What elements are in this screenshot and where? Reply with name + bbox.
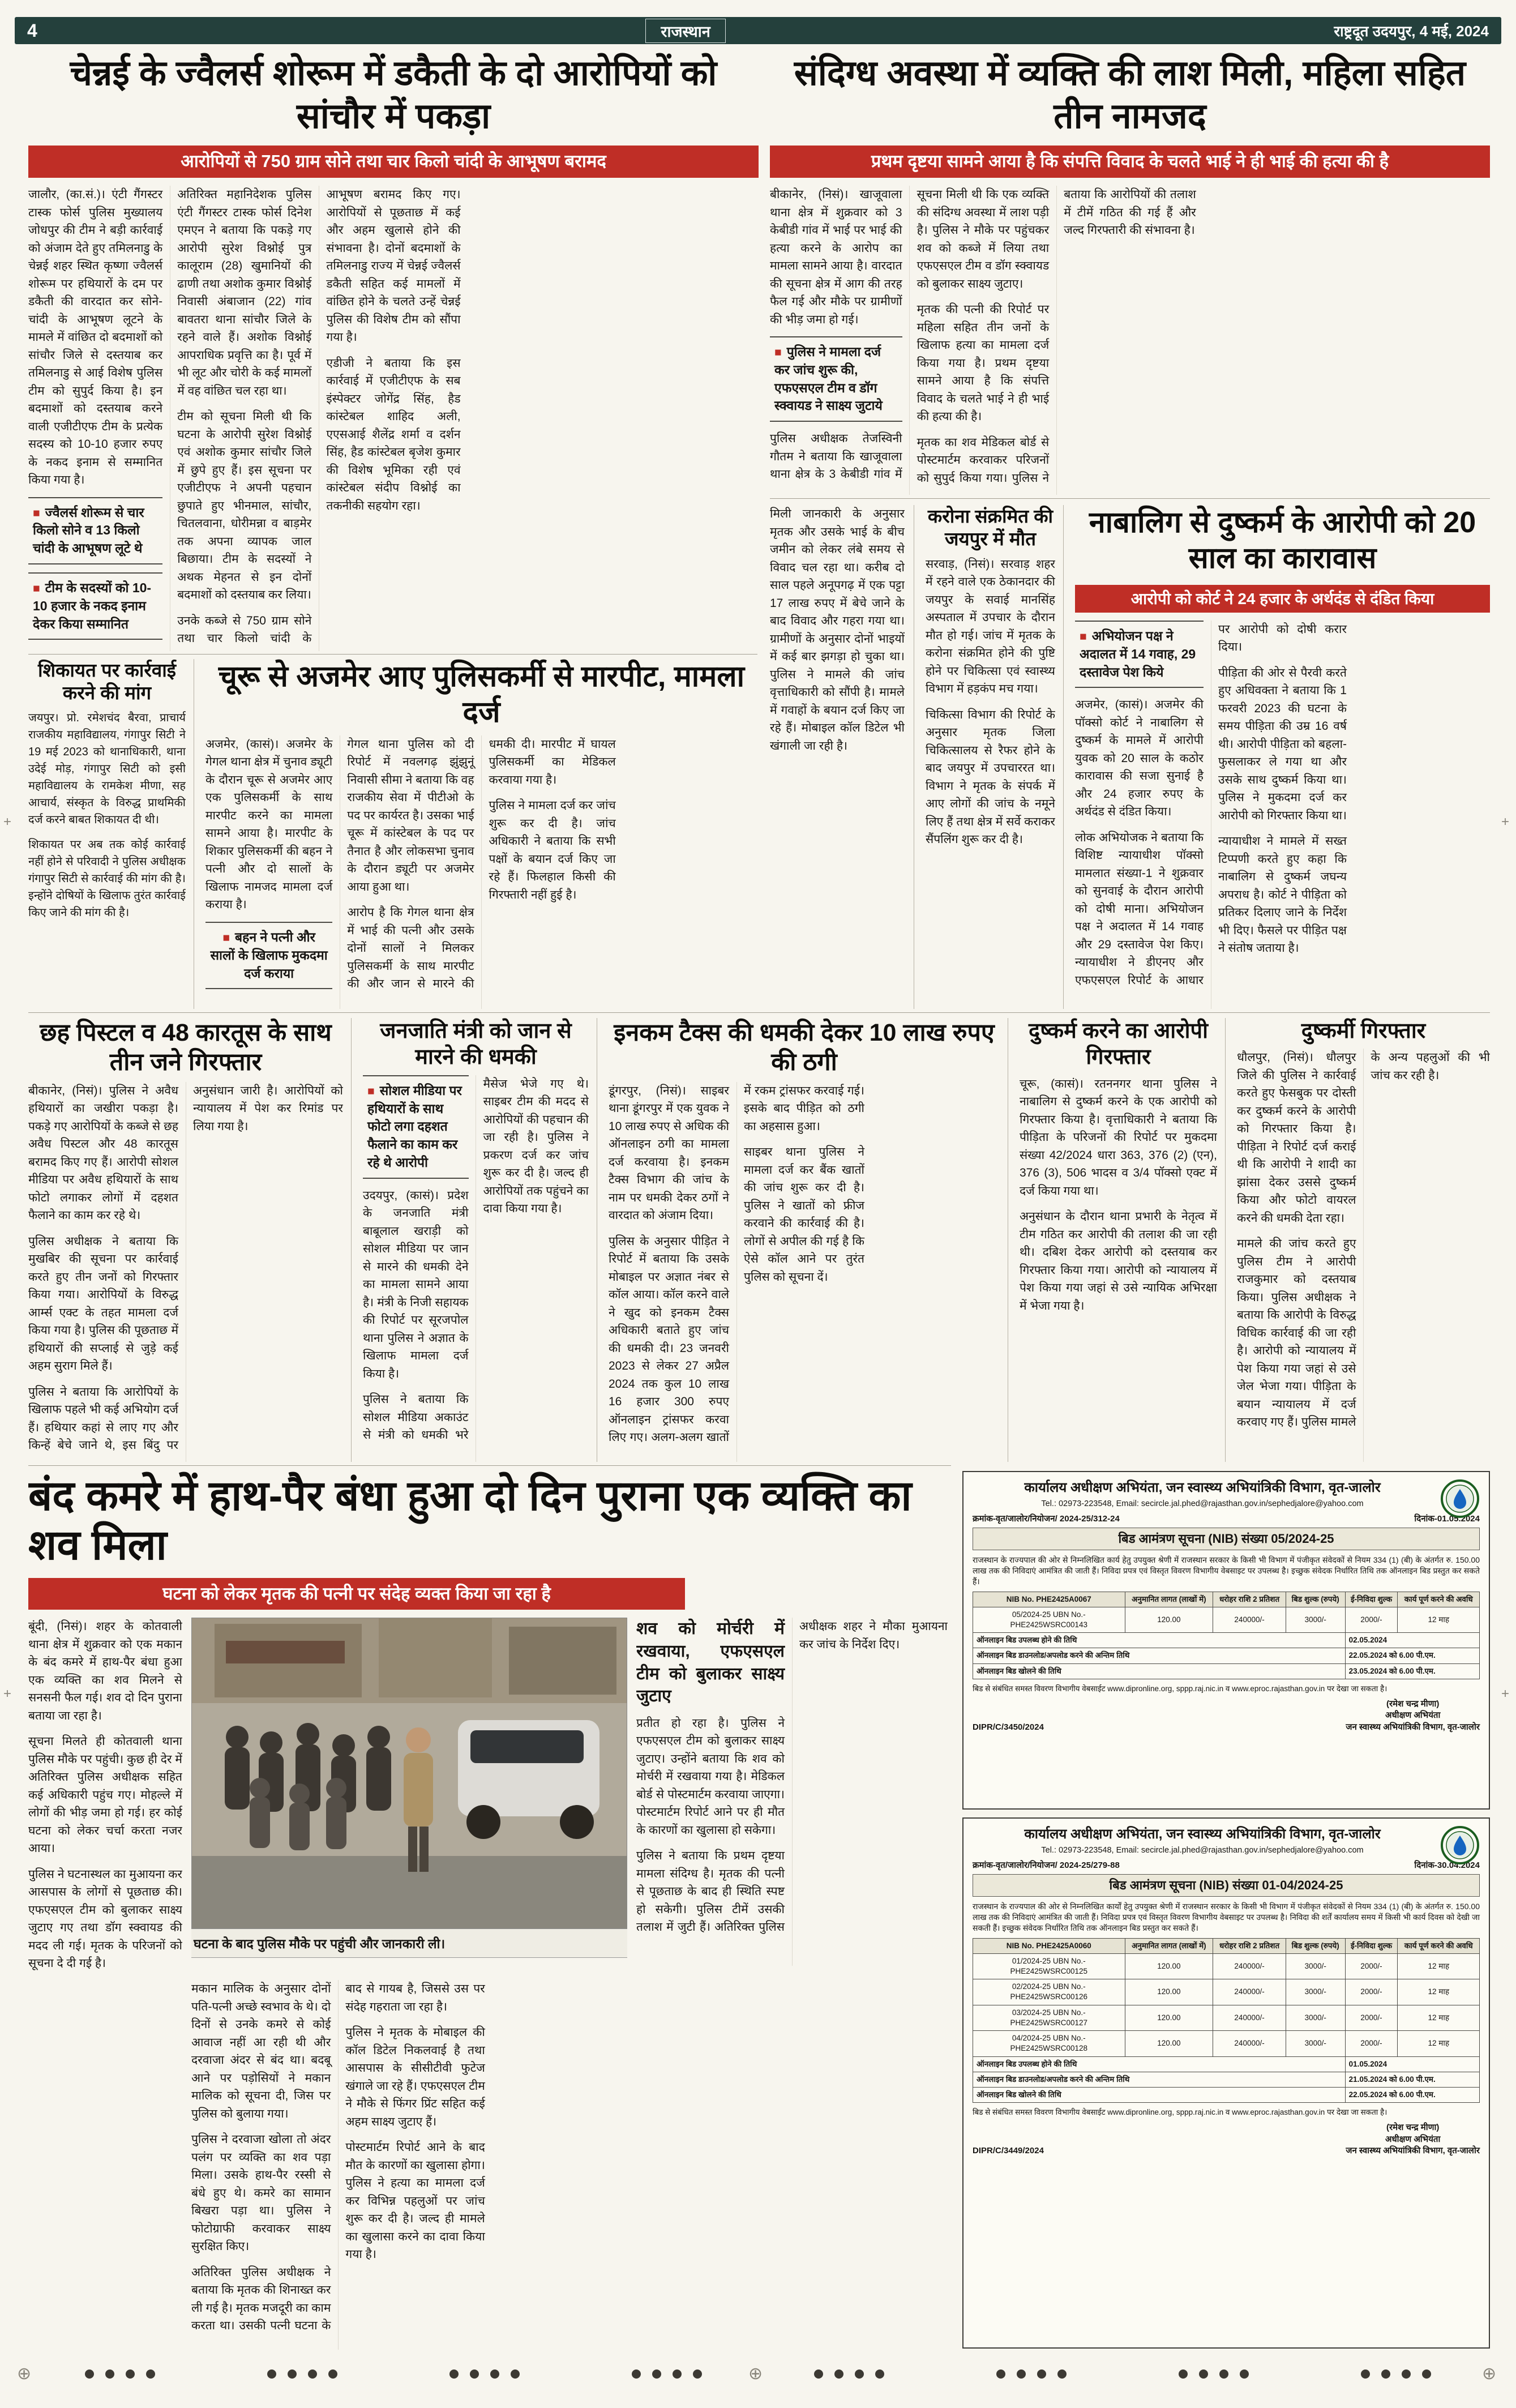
bullet-square-icon: ■ <box>367 1084 375 1098</box>
divider <box>770 498 1490 499</box>
paragraph: लोक अभियोजक ने बताया कि विशिष्ट न्यायाधीश पॉक्सो मामलात संख्या-1 ने शुक्रवार को सुनवाई के दौरान आरोपी को दोषी माना। अभियोजन पक्ष ने अदालत में 14 गवाह और 29 दस्तावेज पेश किए। न्यायाधीश ने डीएनए और एफएसएल रिपोर्ट के आधार पर आरोपी को दोषी करार दिया। <box>1075 622 1347 987</box>
tender-date-row: ऑनलाइन बिड उपलब्ध होने की तिथि 01.05.2024 <box>973 2056 1480 2072</box>
headline: शिकायत पर कार्रवाई करने की मांग <box>38 660 176 704</box>
tender-date-row: ऑनलाइन बिड डाउनलोड/अपलोड करने की अन्तिम तिथि 21.05.2024 को 6.00 पी.एम. <box>973 2072 1480 2087</box>
article-pistols-seized <box>28 1018 343 1462</box>
paragraph: पुलिस ने बताया कि आरोपियों के खिलाफ पहले भी कई अभियोग दर्ज हैं। हथियार कहां से लाए गए और किन्हें बेचे जाने थे, इस बिंदु पर अनुसंधान जारी है। आरोपियों को न्यायालय में पेश कर रिमांड पर लिया गया है। <box>28 1084 343 1452</box>
sub-headline: शव को मोर्चरी में रखवाया, एफएसएल टीम को बुलाकर साक्ष्य जुटाए <box>636 1619 785 1706</box>
headline: चेन्नई के ज्वैलर्स शोरूम में डकैती के दो आरोपियों को सांचौर में पकड़ा <box>70 54 717 136</box>
paragraph: पुलिस ने घटनास्थल का मुआयना कर आसपास के लोगों से पूछताछ की। एफएसएल टीम को बुलाकर साक्ष्य जुटाए गए तथा डॉग स्क्वायड की मदद ली गई। मृतक के परिजनों को सूचना दे दी गई है। <box>28 1867 182 1970</box>
paragraph: पुलिस ने मामला दर्ज कर जांच शुरू कर दी है। जांच अधिकारी ने बताया कि सभी पक्षों के बयान दर्ज किए जा रहे हैं। फिलहाल किसी की गिरफ्तारी नहीं हुई है। <box>489 799 616 901</box>
col-bid-fee: बिड शुल्क (रुपये) <box>1286 1938 1345 1953</box>
edition-date: राष्ट्रदूत उदयपुर, 4 मई, 2024 <box>1334 23 1489 40</box>
article-body-bottom-columns <box>191 1980 948 2350</box>
col-period: कार्य पूर्ण करने की अवधि <box>1398 1938 1480 1953</box>
crop-mark: ⊕ <box>748 2364 763 2383</box>
paragraph: उदयपुर, (कासं)। प्रदेश के जनजाति मंत्री बाबूलाल खराड़ी को सोशल मीडिया पर जान से मारने की धमकी देने का मामला सामने आया है। मंत्री के निजी सहायक की रिपोर्ट पर सूरजपोल थाना पुलिस ने अज्ञात के खिलाफ मामला दर्ज किया है। <box>363 1188 469 1380</box>
paragraph: पुलिस अधीक्षक ने बताया कि मुखबिर की सूचना पर कार्रवाई करते हुए तीन जनों को गिरफ्तार किया गया। आरोपियों के विरुद्ध आर्म्स एक्ट के तहत मामला दर्ज किया गया है। पुलिस की पूछताछ में हथियारों की सप्लाई से जुड़े कई अहम सुराग मिले हैं। <box>28 1234 178 1373</box>
col-cost: अनुमानित लागत (लाखों में) <box>1125 1938 1213 1953</box>
paragraph: बूंदी, (निसं)। शहर के कोतवाली थाना क्षेत्र में शुक्रवार को एक मकान के बंद कमरे में हाथ-पैर बंधा हुआ एक व्यक्ति का शव मिलने से सनसनी फैल गई। शव दो दिन पुराना बताया जा रहा है। <box>28 1620 182 1722</box>
paragraph: पुलिस ने मृतक के मोबाइल की कॉल डिटेल निकलवाई है तथा आसपास के सीसीटीवी फुटेज खंगाले जा रहे हैं। एफएसएल टीम ने मौके से फिंगर प्रिंट सहित कई अहम साक्ष्य जुटाए हैं। <box>345 2026 485 2128</box>
article-body <box>770 186 1490 495</box>
paragraph: टीम को सूचना मिली थी कि घटना के आरोपी सुरेश विश्नोई एवं अशोक कुमार सांचौर जिले में छुपे हुए हैं। इस सूचना पर एजीटीएफ ने अपनी पहचान छुपाते हुए भीनमाल, सांचौर, चितलवाना, धोरीमन्ना व बाड़मेर तक अपना व्यापक जाल बिछाया। टीम के सदस्यों ने अथक मेहनत से इन दोनों बदमाशों को दस्तयाब कर लिया। <box>177 410 312 601</box>
article-body-right-columns <box>636 1618 948 1966</box>
headline: चूरू से अजमेर आए पुलिसकर्मी से मारपीट, मामला दर्ज <box>218 660 745 729</box>
paragraph: अतिरिक्त पुलिस अधीक्षक ने बताया कि मृतक की शिनाख्त कर ली गई है। मृतक मजदूरी का काम करता था। उसकी पत्नी घटना के बाद से गायब है, जिससे उस पर संदेह गहराता जा रहा है। <box>191 1982 485 2333</box>
headline: इनकम टैक्स की धमकी देकर 10 लाख रुपए की ठगी <box>614 1019 995 1076</box>
paragraph: अतिरिक्त महानिदेशक पुलिस एंटी गैंगस्टर टास्क फोर्स दिनेश एमएन ने बताया कि पकड़े गए आरोपी सुरेश विश्नोई पुत्र कालूराम (28) खुमानियों की ढाणी तथा अशोक कुमार विश्नोई निवासी अंबाजान (22) गांव बावतरा थाना सांचौर जिले के रहने वाले हैं। अशोक विश्नोई आपराधिक प्रवृत्ति का है। पूर्व में भी लूट और चोरी के कई मामलों में वह वांछित चल रहा था। <box>177 188 312 397</box>
paragraph: अनुसंधान के दौरान थाना प्रभारी के नेतृत्व में टीम गठित कर आरोपी की तलाश की जा रही थी। दबिश देकर आरोपी को दस्तयाब कर गिरफ्तार किया गया। आरोपी को न्यायालय में पेश किया गया जहां से उसे न्यायिक अभिरक्षा में भेजा गया है। <box>1020 1210 1217 1312</box>
headline: करोना संक्रमित की जयपुर में मौत <box>927 506 1054 550</box>
callout <box>28 572 162 640</box>
paragraph: पोस्टमार्टम रिपोर्ट आने के बाद मौत के कारणों का खुलासा होगा। पुलिस ने हत्या का मामला दर्ज कर विभिन्न पहलुओं पर जांच शुरू कर दी है। जल्द ही मामले का खुलासा करने का दावा किया गया है। <box>345 2141 485 2261</box>
article-minor-rape-verdict <box>1063 505 1490 1009</box>
article-body <box>1020 1075 1217 1462</box>
paragraph: पुलिस अधीक्षक तेजस्विनी गौतम ने बताया कि खाजूवाला थाना क्षेत्र के 3 केबीडी गांव में सूचना मिली थी कि एक व्यक्ति की संदिग्ध अवस्था में लाश पड़ी है। पुलिस ने मौके पर पहुंचकर शव को कब्जे में लिया तथा एफएसएल टीम व डॉग स्क्वायड को बुलाकर साक्ष्य जुटाए। <box>770 188 1050 481</box>
dipr-number: DIPR/C/3449/2024 <box>973 2145 1044 2155</box>
headline: दुष्कर्म करने का आरोपी गिरफ्तार <box>1029 1019 1208 1070</box>
bullet-square-icon: ■ <box>1080 630 1087 643</box>
article-rape-accused-arrested <box>1008 1018 1217 1462</box>
crop-mark: ⊕ <box>1482 2364 1497 2383</box>
article-body <box>28 1082 343 1462</box>
col-nib: NIB No. PHE2425A0060 <box>973 1938 1125 1953</box>
callout <box>205 922 332 989</box>
callout-text: ज्वैलर्स शोरूम से चार किलो सोने व 13 किलो चांदी के आभूषण लूटे थे <box>33 504 144 556</box>
article-churu-policeman-beaten <box>194 659 757 1009</box>
paragraph: न्यायाधीश ने मामले में सख्त टिप्पणी करते हुए कहा कि नाबालिग से दुष्कर्म जघन्य अपराध है। कोर्ट ने पीड़िता को प्रतिकर दिलाए जाने के निर्देश भी दिए। फैसले पर पीड़ित पक्ष ने संतोष जताया है। <box>1218 835 1347 955</box>
article-body <box>1237 1049 1490 1462</box>
office-name: कार्यालय अधीक्षण अभियंता, जन स्वास्थ्य अभियांत्रिकी विभाग, वृत-जालोर <box>1024 1480 1381 1495</box>
article-complaint-demand <box>28 659 186 1009</box>
paragraph: बीकानेर, (निसं)। खाजूवाला थाना क्षेत्र में शुक्रवार को 3 केबीडी गांव में भाई पर भाई की हत्या करने के आरोप का मामला सामने आया है। वारदात की सूचना क्षेत्र में आग की तरह फैल गई और मौके पर ग्रामीणों की भीड़ जमा हो गई। <box>770 188 902 326</box>
headline: दुष्कर्मी गिरफ्तार <box>1301 1019 1426 1043</box>
col-bid-fee: बिड शुल्क (रुपये) <box>1286 1592 1345 1607</box>
signatory-block <box>1346 2122 1480 2157</box>
paragraph: एडीजी ने बताया कि इस कार्रवाई में एजीटीएफ के सब इंस्पेक्टर जोगेंद्र सिंह, हैड कांस्टेबल शाहिद अली, एएसआई शैलेंद्र शर्मा व दर्शन सिंह, हैड कांस्टेबल बृजेश कुमार की विशेष भूमिका रही एवं कांस्टेबल संदीप विश्नोई का तकनीकी सहयोग रहा। <box>326 356 461 512</box>
divider <box>28 654 757 655</box>
tender-date: दिनांक-01.05.2024 <box>1414 1513 1480 1524</box>
callout <box>770 336 902 422</box>
phed-logo <box>1440 1825 1480 1865</box>
tender-ref-row <box>973 1860 1480 1871</box>
tender-notice-1 <box>962 1471 1490 1810</box>
article-suspicious-death-continued <box>770 505 905 1009</box>
article-body <box>770 505 905 1009</box>
bullet-square-icon: ■ <box>774 346 782 359</box>
article-corona-death <box>914 505 1055 1009</box>
crop-mark: + <box>1501 1686 1510 1701</box>
tender-intro: राजस्थान के राज्यपाल की ओर से निम्नलिखित कार्यों हेतु उपयुक्त श्रेणी में राजस्थान सरकार के किसी भी विभाग में पंजीकृत संवेदकों से नियम 334 (1) (बी) के अंतर्गत रु. 150.00 लाख तक की निविदाएं आमंत्रित की जाती हैं। निविदा प्रपत्र एवं विस्तृत विवरण विभागीय वेबसाइट पर उपलब्ध है। निविदा की शर्तें कार्यालय समय में किसी भी कार्य दिवस को देखी जा सकती हैं। इच्छुक संवेदक निर्धारित तिथि तक ऑनलाइन बिड प्रस्तुत कर सकते हैं। <box>973 1901 1480 1932</box>
paragraph: पुलिस के अनुसार पीड़ित ने रिपोर्ट में बताया कि उसके मोबाइल पर अज्ञात नंबर से कॉल आया। कॉल करने वाले ने खुद को इनकम टैक्स अधिकारी बताते हुए जांच की धमकी दी। 23 जनवरी 2023 से लेकर 27 अप्रैल 2024 तक कुल 10 लाख 16 हजार 300 रुपए ऑनलाइन ट्रांसफर करवा लिए गए। अलग-अलग खातों में रकम ट्रांसफर करवाई गई। इसके बाद पीड़ित को ठगी का अहसास हुआ। <box>609 1084 864 1444</box>
article-jewellers-robbery <box>28 52 759 651</box>
col-emd: धरोहर राशि 2 प्रतिशत <box>1213 1592 1286 1607</box>
article-body-left-column <box>28 1618 182 2350</box>
paragraph: शिकायत पर अब तक कोई कार्रवाई नहीं होने से परिवादी ने पुलिस अधीक्षक गंगापुर सिटी से कार्रवाई की मांग की है। इन्होंने दोषियों के खिलाफ तुरंत कार्रवाई किए जाने की मांग की है। <box>28 838 186 919</box>
page-number: 4 <box>27 20 37 41</box>
article-body <box>28 709 186 1010</box>
tender-table <box>973 1592 1480 1679</box>
headline: छह पिस्टल व 48 कारतूस के साथ तीन जने गिरफ्तार <box>40 1019 332 1076</box>
tender-title: बिड आमंत्रण सूचना (NIB) संख्या 05/2024-25 <box>973 1528 1480 1550</box>
article-body <box>363 1075 589 1462</box>
col-emd: धरोहर राशि 2 प्रतिशत <box>1213 1938 1286 1953</box>
tender-table-row: 03/2024-25 UBN No.- PHE2425WSRC00127 120.00 240000/- 3000/- 2000/- 12 माह <box>973 2005 1480 2030</box>
paragraph: गेगल थाना पुलिस को दी रिपोर्ट में नवलगढ़ झुंझुनूं निवासी सीमा ने बताया कि वह राजकीय सेवा में पीटीओ के पद पर कार्यरत है। उसका भाई चूरू में कांस्टेबल के पद पर तैनात है और लोकसभा चुनाव के दौरान ड्यूटी पर अजमेर आया हुआ था। <box>347 737 474 893</box>
tender-notice-2 <box>962 1817 1490 2349</box>
callout-text: सोशल मीडिया पर हथियारों के साथ फोटो लगा दहशत फैलाने का काम कर रहे थे आरोपी <box>367 1083 462 1170</box>
crop-mark: ⊕ <box>17 2364 32 2383</box>
tender-ref-row <box>973 1513 1480 1525</box>
tender-header <box>973 1825 1480 1857</box>
article-body <box>205 735 757 1009</box>
callout <box>28 497 162 564</box>
tender-table-row: 04/2024-25 UBN No.- PHE2425WSRC00128 120.00 240000/- 3000/- 2000/- 12 माह <box>973 2031 1480 2056</box>
crop-mark: + <box>1501 814 1510 829</box>
tender-date-row: ऑनलाइन बिड खोलने की तिथि 22.05.2024 को 6.00 पी.एम. <box>973 2087 1480 2102</box>
article-layout <box>28 1618 948 2350</box>
tender-header <box>973 1479 1480 1510</box>
signatory-name: (रमेश चन्द्र मीणा) <box>1386 2123 1440 2133</box>
tender-date-row: ऑनलाइन बिड उपलब्ध होने की तिथि 02.05.2024 <box>973 1633 1480 1648</box>
bullet-square-icon: ■ <box>33 581 40 595</box>
headline: संदिग्ध अवस्था में व्यक्ति की लाश मिली, महिला सहित तीन नामजद <box>794 54 1466 136</box>
paragraph: अजमेर, (कासं)। अजमेर के गेगल थाना क्षेत्र में चुनाव ड्यूटी के दौरान चूरू से अजमेर आए एक पुलिसकर्मी के साथ मारपीट करने का मामला सामने आया है। मारपीट के शिकार पुलिसकर्मी की बहन ने पत्नी और दो सालों के खिलाफ नामजद मामला दर्ज कराया है। <box>205 737 333 912</box>
tender-table <box>973 1938 1480 2103</box>
tender-sign-row <box>973 2122 1480 2157</box>
paragraph: प्रतीत हो रहा है। पुलिस ने एफएसएल टीम को बुलाकर साक्ष्य जुटाए। उन्होंने बताया कि शव को मोर्चरी में रखवाया गया है। मेडिकल बोर्ड से पोस्टमार्टम करवाया जाएगा। पोस्टमार्टम रिपोर्ट आने पर ही मौत के कारणों का खुलासा हो सकेगा। <box>636 1716 785 1837</box>
signatory-name: (रमेश चन्द्र मीणा) <box>1386 1699 1440 1709</box>
bullet-square-icon: ■ <box>222 931 230 944</box>
col-efee: ई-निविदा शुल्क <box>1345 1592 1398 1607</box>
divider <box>28 1465 951 1466</box>
article-body <box>926 555 1055 1010</box>
tender-ref: क्रमांक-वृत/जालोर/नियोजन/ 2024-25/279-88 <box>973 1860 1120 1870</box>
tender-table-row: 05/2024-25 UBN No.- PHE2425WSRC00143 120.00 240000/- 3000/- 2000/- 12 माह <box>973 1607 1480 1632</box>
article-body <box>609 1082 1000 1462</box>
news-photo-figure <box>191 1618 627 1958</box>
tender-note: बिड से संबंधित समस्त विवरण विभागीय वेबसाईट www.dipronline.org, sppp.raj.nic.in व www.eproc.rajasthan.gov.in पर देखा जा सकता है। <box>973 2108 1387 2117</box>
article-body <box>1075 621 1490 1009</box>
tender-table-row: 02/2024-25 UBN No.- PHE2425WSRC00126 120.00 240000/- 3000/- 2000/- 12 माह <box>973 1979 1480 2005</box>
col-cost: अनुमानित लागत (लाखों में) <box>1125 1592 1213 1607</box>
tender-date: दिनांक-30.04.2024 <box>1414 1860 1480 1870</box>
paragraph: आरोप है कि गेगल थाना क्षेत्र में भाई की पत्नी और उसके दोनों सालों ने मिलकर पुलिसकर्मी के साथ मारपीट की और जान से मारने की धमकी दी। मारपीट में घायल पुलिसकर्मी का मेडिकल करवाया गया है। <box>347 737 616 991</box>
divider <box>28 1012 1490 1013</box>
signatory-block <box>1346 1699 1480 1733</box>
article-income-tax-fraud <box>597 1018 1000 1462</box>
paragraph: अजमेर, (कासं)। अजमेर की पॉक्सो कोर्ट ने नाबालिग से दुष्कर्म के मामले में आरोपी युवक को 20 साल के कठोर कारावास की सजा सुनाई है और 24 हजार रुपए के अर्थदंड से दंडित किया। <box>1075 698 1204 819</box>
paragraph: चिकित्सा विभाग की रिपोर्ट के अनुसार मृतक जिला चिकित्सालय से रैफर होने के बाद जयपुर में उपचाररत था। विभाग ने मृतक के संपर्क में आए लोगों की जांच के नमूने लिए हैं तथा क्षेत्र में सर्वे कराकर सैंपलिंग शुरू कर दी है। <box>926 708 1055 846</box>
col-period: कार्य पूर्ण करने की अवधि <box>1398 1592 1480 1607</box>
headline: बंद कमरे में हाथ-पैर बंधा हुआ दो दिन पुराना एक व्यक्ति का शव मिला <box>28 1472 912 1569</box>
office-contact: Tel.: 02973-223548, Email: secircle.jal.phed@rajasthan.gov.in/sephedjalore@yahoo.com <box>1041 1499 1364 1509</box>
subhead-bar: घटना को लेकर मृतक की पत्नी पर संदेह व्यक्त किया जा रहा है <box>28 1578 685 1610</box>
article-rapist-arrested <box>1225 1018 1490 1462</box>
tender-sign-row <box>973 1699 1480 1733</box>
article-body-found <box>28 1471 948 2350</box>
paragraph: मृतक का शव मेडिकल बोर्ड से पोस्टमार्टम करवाकर परिजनों को सुपुर्द किया गया। पुलिस ने बताया कि आरोपियों की तलाश में टीमें गठित की गई हैं और जल्द गिरफ्तारी की संभावना है। <box>917 188 1196 485</box>
office-name: कार्यालय अधीक्षण अभियंता, जन स्वास्थ्य अभियांत्रिकी विभाग, वृत-जालोर <box>1024 1827 1381 1842</box>
paragraph: सूचना मिलते ही कोतवाली थाना पुलिस मौके पर पहुंची। कुछ ही देर में अतिरिक्त पुलिस अधीक्षक सहित कई अधिकारी पहुंच गए। मोहल्ले में लोगों की भीड़ जमा हो गई। हर कोई घटना को लेकर चर्चा करता नजर आया। <box>28 1735 182 1855</box>
headline: नाबालिग से दुष्कर्म के आरोपी को 20 साल का कारावास <box>1089 506 1476 575</box>
paragraph: बीकानेर, (निसं)। पुलिस ने अवैध हथियारों का जखीरा पकड़ा है। पकड़े गए आरोपियों के कब्जे से छह अवैध पिस्टल और 48 कारतूस बरामद किए गए हैं। आरोपी सोशल मीडिया पर अवैध हथियारों के साथ फोटो लगाकर लोगों में दहशत फैलाने का काम कर रहे थे। <box>28 1084 178 1222</box>
tender-table-row: 01/2024-25 UBN No.- PHE2425WSRC00125 120.00 240000/- 3000/- 2000/- 12 माह <box>973 1953 1480 1979</box>
tender-table-header <box>973 1592 1480 1607</box>
article-minister-threat <box>351 1018 589 1462</box>
article-suspicious-death <box>770 52 1490 495</box>
callout-text: पुलिस ने मामला दर्ज कर जांच शुरू की, एफएसएल टीम व डॉग स्क्वायड ने साक्ष्य जुटाये <box>774 344 883 413</box>
signatory-designation: अधीक्षण अभियंता <box>1385 1710 1441 1721</box>
paragraph: सरवाड़, (निसं)। सरवाड़ शहर में रहने वाले एक ठेकानदार की जयपुर के सवाई मानसिंह अस्पताल में उपचार के दौरान मौत हो गई। जांच में मृतक के करोना संक्रमित होने की पुष्टि होने पर चिकित्सा एवं स्वास्थ्य विभाग में हड़कंप मच गया। <box>926 557 1055 695</box>
tender-date-row: ऑनलाइन बिड खोलने की तिथि 23.05.2024 को 6.00 पी.एम. <box>973 1663 1480 1679</box>
tender-ref: क्रमांक-वृत/जालोर/नियोजन/ 2024-25/312-24 <box>973 1513 1120 1524</box>
news-photo <box>191 1618 627 1929</box>
paragraph: धौलपुर, (निसं)। धौलपुर जिले की पुलिस ने कार्रवाई करते हुए फेसबुक पर दोस्ती कर दुष्कर्म करने के आरोपी को गिरफ्तार किया है। पीड़िता ने रिपोर्ट दर्ज कराई थी कि आरोपी ने शादी का झांसा देकर उससे दुष्कर्म किया और फोटो वायरल करने की धमकी देता रहा। <box>1237 1051 1356 1225</box>
paragraph: मामले की जांच करते हुए पुलिस टीम ने आरोपी राजकुमार को दस्तयाब किया। पुलिस अधीक्षक ने बताया कि आरोपी के विरुद्ध विधिक कार्रवाई की जा रही है। आरोपी को न्यायालय में पेश किया गया जहां से उसे जेल भेजा गया। पीड़िता के बयान न्यायालय में दर्ज करवाए गए हैं। पुलिस मामले के अन्य पहलुओं की भी जांच कर रही है। <box>1237 1051 1490 1429</box>
paragraph: उनके कब्जे से 750 ग्राम सोने तथा चार किलो चांदी के आभूषण बरामद किए गए। आरोपियों से पूछताछ में कई और अहम खुलासे होने की संभावना है। दोनों बदमाशों के तमिलनाडु राज्य में चेन्नई ज्वैलर्स डकैती सहित कई मामलों में वांछित होने के चलते उन्हें चेन्नई पुलिस की विशेष टीम को सौंपा गया है। <box>177 188 461 645</box>
tender-date-row: ऑनलाइन बिड डाउनलोड/अपलोड करने की अन्तिम तिथि 22.05.2024 को 6.00 पी.एम. <box>973 1648 1480 1663</box>
paragraph: पीड़िता की ओर से पैरवी करते हुए अधिवक्ता ने बताया कि 1 फरवरी 2023 की घटना के समय पीड़िता की उम्र 16 वर्ष थी। आरोपी पीड़िता को बहला-फुसलाकर ले गया था और उसके साथ दुष्कर्म किया था। पुलिस ने मुकदमा दर्ज कर आरोपी को गिरफ्तार किया था। <box>1218 666 1347 822</box>
crop-mark: + <box>3 1686 12 1701</box>
tender-title: बिड आमंत्रण सूचना (NIB) संख्या 01-04/2024-25 <box>973 1874 1480 1897</box>
callout <box>1075 621 1204 688</box>
dipr-number: DIPR/C/3450/2024 <box>973 1722 1044 1732</box>
paragraph: पुलिस ने दरवाजा खोला तो अंदर पलंग पर व्यक्ति का शव पड़ा मिला। उसके हाथ-पैर रस्सी से बंधे हुए थे। कमरे का सामान बिखरा पड़ा था। पुलिस ने फोटोग्राफी करवाकर साक्ष्य सुरक्षित किए। <box>191 2133 331 2253</box>
callout-text: बहन ने पत्नी और सालों के खिलाफ मुकदमा दर्ज कराया <box>210 929 328 981</box>
paragraph: मकान मालिक के अनुसार दोनों पति-पत्नी अच्छे स्वभाव के थे। दो दिनों से उनके कमरे से कोई आवाज नहीं आ रही थी और दरवाजा अंदर से बंद था। बदबू आने पर पड़ोसियों ने मकान मालिक को सूचना दी, जिस पर पुलिस को बुलाया गया। <box>191 1982 331 2120</box>
office-contact: Tel.: 02973-223548, Email: secircle.jal.phed@rajasthan.gov.in/sephedjalore@yahoo.com <box>1041 1846 1364 1855</box>
paragraph: पुलिस ने बताया कि सोशल मीडिया अकाउंट से मंत्री को धमकी भरे मैसेज भेजे गए थे। साइबर टीम की मदद से आरोपियों की पहचान की जा रही है। पुलिस ने प्रकरण दर्ज कर जांच शुरू कर दी है। जल्द ही आरोपियों तक पहुंचने का दावा किया गया है। <box>363 1077 589 1442</box>
paragraph: डूंगरपुर, (निसं)। साइबर थाना डूंगरपुर में एक युवक ने 10 लाख रुपए से अधिक की ऑनलाइन ठगी का मामला दर्ज करवाया है। इनकम टैक्स विभाग की जांच के नाम पर धमकी देकर ठगों ने वारदात को अंजाम दिया। <box>609 1084 729 1222</box>
paragraph: मृतक की पत्नी की रिपोर्ट पर महिला सहित तीन जनों के खिलाफ हत्या का मामला दर्ज किया गया है। प्रथम दृष्टया सामने आया है कि संपत्ति विवाद के चलते भाई ने ही भाई की हत्या की है। <box>917 303 1050 423</box>
col-nib: NIB No. PHE2425A0067 <box>973 1592 1125 1607</box>
paragraph: चूरू, (कासं)। रतननगर थाना पुलिस ने नाबालिग से दुष्कर्म करने के एक आरोपी को गिरफ्तार किया है। वृत्ताधिकारी ने बताया कि पीड़िता के परिजनों की रिपोर्ट पर मुकदमा संख्या 42/2024 धारा 363, 376 (2) (एन), 376 (3), 506 भादस व 3/4 पॉक्सो एक्ट में दर्ज किया गया था। <box>1020 1077 1217 1197</box>
section-title: राजस्थान <box>645 19 725 43</box>
paragraph: मिली जानकारी के अनुसार मृतक और उसके भाई के बीच जमीन को लेकर लंबे समय से विवाद चल रहा था। करीब दो साल पहले अनूपगढ़ में एक पट्टा 17 लाख रुपए में बेचे जाने के बाद विवाद और गहरा गया था। ग्रामीणों के अनुसार दोनों भाइयों में कई बार झगड़ा हो चुका था। पुलिस ने मामले की जांच वृत्ताधिकारी को सौंपी है। मामले में गवाहों के बयान दर्ज किए जा रहे हैं। मोबाइल कॉल डिटेल भी खंगाली जा रही है। <box>770 507 905 752</box>
tender-intro: राजस्थान के राज्यपाल की ओर से निम्नलिखित कार्य हेतु उपयुक्त श्रेणी में राजस्थान सरकार के किसी भी विभाग में पंजीकृत संवेदकों से नियम 334 (1) (बी) के अंतर्गत रु. 150.00 लाख तक की निविदाएं आमंत्रित की जाती हैं। निविदा प्रपत्र एवं विस्तृत विवरण विभागीय वेबसाइट पर उपलब्ध है। इच्छुक संवेदक निर्धारित तिथि तक ऑनलाइन बिड प्रस्तुत कर सकते हैं। <box>973 1555 1480 1586</box>
tender-note: बिड से संबंधित समस्त विवरण विभागीय वेबसाईट www.dipronline.org, sppp.raj.nic.in व www.eproc.rajasthan.gov.in पर देखा जा सकता है। <box>973 1684 1387 1693</box>
signatory-designation: अधीक्षण अभियंता <box>1385 2134 1441 2144</box>
subhead-bar: प्रथम दृष्टया सामने आया है कि संपत्ति विवाद के चलते भाई ने ही भाई की हत्या की है <box>770 146 1490 178</box>
headline: जनजाति मंत्री को जान से मारने की धमकी <box>380 1019 572 1070</box>
page-header <box>15 17 1501 44</box>
callout <box>363 1075 469 1179</box>
crop-mark: + <box>3 814 12 829</box>
photo-caption: घटना के बाद पुलिस मौके पर पहुंची और जानकारी ली। <box>191 1929 627 1958</box>
signatory-department: जन स्वास्थ्य अभियांत्रिकी विभाग, वृत-जालोर <box>1346 2145 1480 2155</box>
tender-table-header <box>973 1938 1480 1953</box>
subhead-bar: आरोपी को कोर्ट ने 24 हजार के अर्थदंड से दंडित किया <box>1075 585 1490 613</box>
bullet-square-icon: ■ <box>33 506 40 520</box>
paragraph: जयपुर। प्रो. रमेशचंद बैरवा, प्राचार्य राजकीय महाविद्यालय, गंगापुर सिटी ने 19 मई 2023 को थानाधिकारी, थाना उदेई मोड़, गंगापुर सिटी को इसी महाविद्यालय के रामकेश मीणा, सह आचार्य, संस्कृत के विरुद्ध प्राथमिकी दर्ज करने बाबत शिकायत दी थी। <box>28 711 186 826</box>
subhead-bar: आरोपियों से 750 ग्राम सोने तथा चार किलो चांदी के आभूषण बरामद <box>28 146 759 178</box>
col-efee: ई-निविदा शुल्क <box>1345 1938 1398 1953</box>
paragraph: पुलिस ने बताया कि प्रथम दृष्टया मामला संदिग्ध है। मृतक की पत्नी से पूछताछ के बाद ही स्थिति स्पष्ट हो सकेगी। पुलिस टीमें उसकी तलाश में जुटी हैं। अतिरिक्त पुलिस अधीक्षक शहर ने मौका मुआयना कर जांच के निर्देश दिए। <box>636 1620 948 1934</box>
paragraph: जालौर, (का.सं.)। एंटी गैंगस्टर टास्क फोर्स पुलिस मुख्यालय जोधपुर की टीम ने बड़ी कार्रवाई को अंजाम देते हुए तमिलनाडु के चेन्नई शहर स्थित कृष्णा ज्वैलर्स शोरूम पर हथियारों के दम पर डकैती की वारदात कर सोने-चांदी के आभूषण लूटने के मामले में वांछित दो बदमाशों को सांचौर जिले से दस्तयाब कर तमिलनाडु से आई विशेष पुलिस टीम को सुपुर्द किया है। इन बदमाशों को दस्तयाब करने वाली एजीटीएफ टीम के प्रत्येक सदस्य को 10-10 हजार रुपए के नकद इनाम से सम्मानित किया गया है। <box>28 188 163 486</box>
phed-logo <box>1440 1479 1480 1519</box>
callout-text: टीम के सदस्यों को 10-10 हजार के नकद इनाम देकर किया सम्मानित <box>33 580 152 631</box>
paragraph: साइबर थाना पुलिस ने मामला दर्ज कर बैंक खातों की जांच शुरू कर दी है। पुलिस ने खातों को फ्रीज करवाने की कार्रवाई की है। लोगों से अपील की गई है कि ऐसे कॉल आने पर तुरंत पुलिस को सूचना दें। <box>744 1145 864 1284</box>
callout-text: अभियोजन पक्ष ने अदालत में 14 गवाह, 29 दस्तावेज पेश किये <box>1080 628 1196 679</box>
signatory-department: जन स्वास्थ्य अभियांत्रिकी विभाग, वृत-जालोर <box>1346 1722 1480 1732</box>
article-body <box>28 186 759 651</box>
